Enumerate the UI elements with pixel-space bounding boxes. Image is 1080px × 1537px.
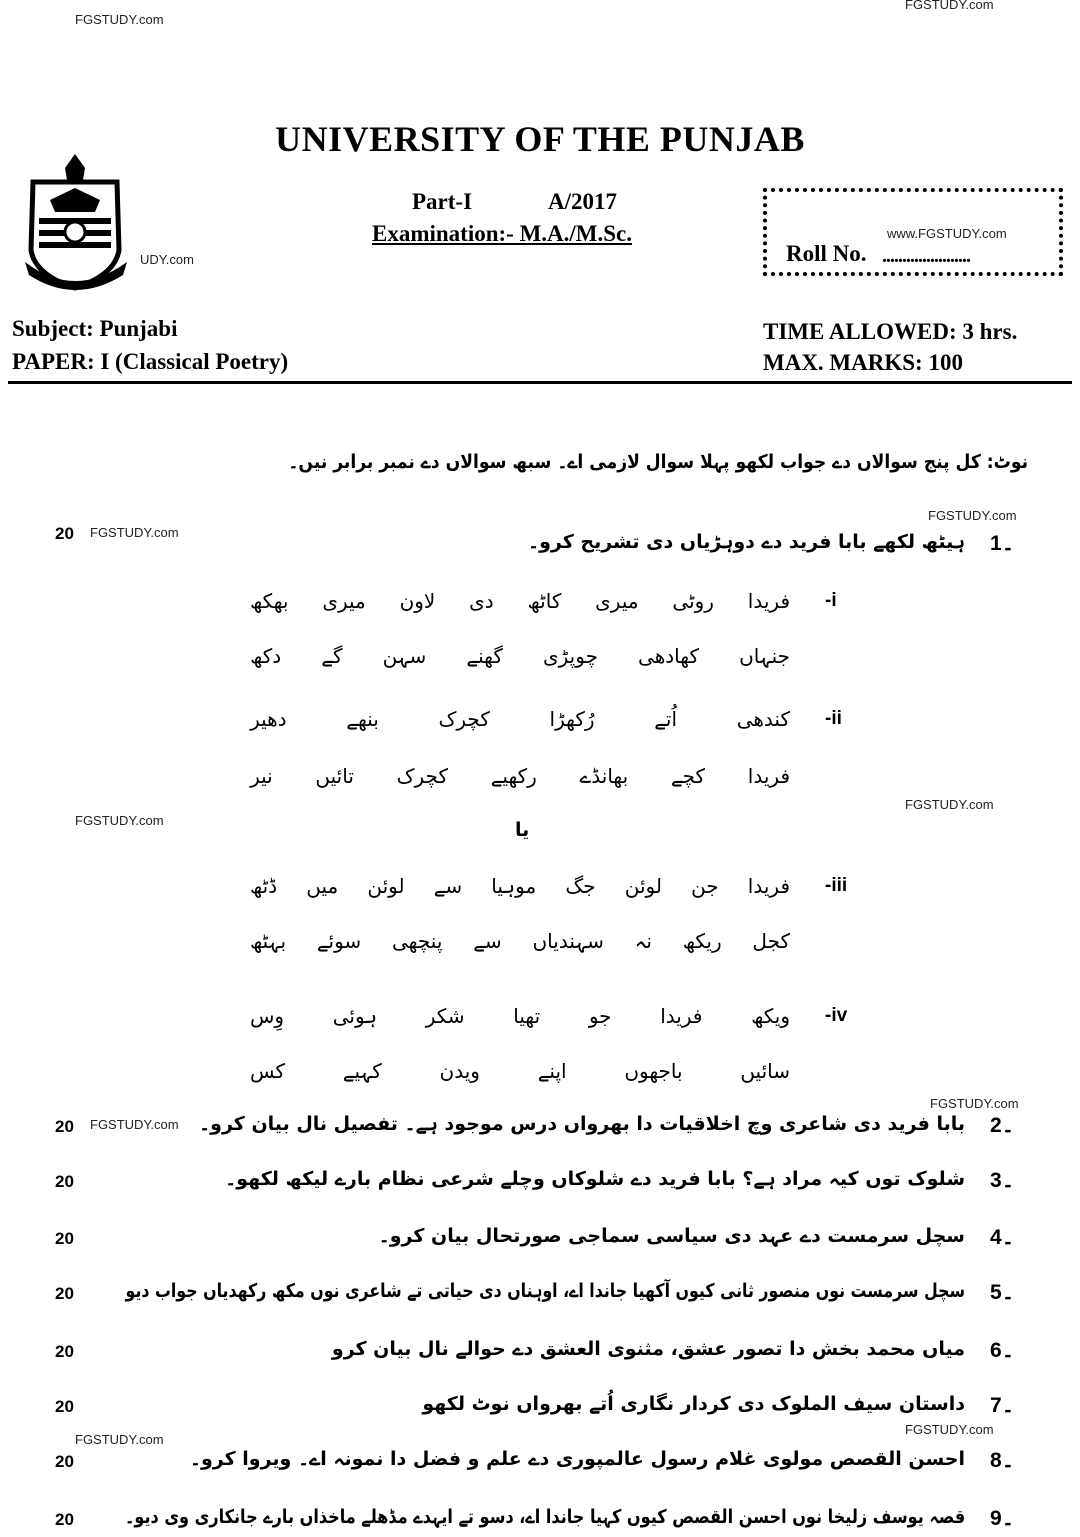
couplet-line: [250, 928, 790, 954]
question-marks: 20: [55, 524, 74, 543]
verse-word: نیر: [250, 764, 273, 788]
question-text: احسن القصص مولوی غلام رسول عالمپوری دے علم و فضل دا نمونہ اے۔ ویروا کرو۔: [189, 1448, 965, 1470]
or-label: یا: [515, 819, 530, 841]
question-number: 9۔: [990, 1507, 1014, 1530]
watermark: FGSTUDY.com: [905, 0, 994, 12]
question-marks: 20: [55, 1117, 74, 1136]
verse-word: بھکھ: [250, 589, 289, 613]
couplet-line: [250, 588, 790, 614]
question-number: 5۔: [990, 1281, 1014, 1304]
question-number: 4۔: [990, 1226, 1014, 1249]
watermark: FGSTUDY.com: [90, 525, 179, 540]
verse-word: گے: [321, 644, 343, 668]
verse-word: لوئن: [367, 874, 405, 898]
couplet-label: -iii: [825, 875, 848, 896]
question-text: قصہ یوسف زلیخا نوں احسن القصص کیوں کہیا جاندا اے، دسو تے ایہدے مڈھلے ماخذاں بارے جانکاری وی دیو۔: [124, 1506, 965, 1528]
verse-word: رُکھڑا: [549, 707, 595, 731]
couplet-line: [250, 1003, 790, 1029]
paper-label: PAPER: I (Classical Poetry): [12, 349, 289, 374]
verse-word: سوئے: [316, 929, 362, 953]
verse-word: جو: [588, 1004, 612, 1028]
question-text: میاں محمد بخش دا تصور عشق، مثنوی العشق دے حوالے نال بیان کرو: [331, 1338, 965, 1360]
verse-word: فریدا: [660, 1004, 703, 1028]
verse-word: دھیر: [250, 707, 287, 731]
question-text: ہیٹھ لکھے بابا فرید دے دوہڑیاں دی تشریح کرو۔: [527, 531, 965, 553]
couplet-line: [250, 643, 790, 669]
question-marks: 20: [55, 1397, 74, 1416]
watermark: FGSTUDY.com: [75, 1432, 164, 1447]
question-number: 7۔: [990, 1394, 1014, 1417]
verse-word: ویدن: [439, 1059, 480, 1083]
question-text: داستان سیف الملوک دی کردار نگاری اُتے بھرواں نوٹ لکھو: [422, 1393, 965, 1415]
watermark: FGSTUDY.com: [928, 508, 1017, 523]
couplet-line: [250, 873, 790, 899]
verse-word: ڈٹھ: [250, 874, 278, 898]
question-marks: 20: [55, 1284, 74, 1303]
verse-word: چوپڑی: [542, 644, 598, 668]
roll-number-label: Roll No.: [786, 241, 867, 266]
couplet-line: [250, 1058, 790, 1084]
time-allowed: TIME ALLOWED: 3 hrs.: [763, 319, 1018, 344]
university-title: UNIVERSITY OF THE PUNJAB: [275, 119, 805, 159]
verse-word: میری: [322, 589, 366, 613]
verse-word: دکھ: [250, 644, 282, 668]
watermark: FGSTUDY.com: [930, 1096, 1019, 1111]
verse-word: ہوئی: [332, 1004, 378, 1028]
question-marks: 20: [55, 1342, 74, 1361]
watermark: www.FGSTUDY.com: [887, 226, 1007, 241]
verse-word: گھنے: [466, 644, 503, 668]
examination-label: Examination:- M.A./M.Sc.: [372, 221, 633, 246]
verse-word: لاون: [399, 589, 436, 613]
question-text: بابا فرید دی شاعری وچ اخلاقیات دا بھرواں درس موجود ہے۔ تفصیل نال بیان کرو۔: [199, 1113, 965, 1135]
couplet-line: [250, 763, 790, 789]
verse-word: وِس: [250, 1004, 285, 1028]
verse-word: شکر: [425, 1004, 465, 1028]
verse-word: سہن: [382, 644, 427, 668]
verse-word: ریکھ: [682, 929, 722, 953]
verse-word: موہیا: [491, 874, 537, 898]
couplet-label: -iv: [825, 1005, 848, 1026]
verse-word: بنھے: [346, 707, 379, 731]
verse-word: فریدا: [747, 764, 790, 788]
couplet-label: -ii: [825, 708, 842, 729]
question-number: 6۔: [990, 1339, 1014, 1362]
question-text: سچل سرمست دے عہد دی سیاسی سماجی صورتحال بیان کرو۔: [378, 1225, 965, 1247]
verse-word: تائیں: [315, 764, 354, 788]
verse-word: کجل: [752, 929, 790, 953]
watermark: UDY.com: [140, 252, 194, 267]
verse-word: روٹی: [672, 589, 714, 613]
question-number: 8۔: [990, 1449, 1014, 1472]
verse-word: سہندیاں: [532, 929, 604, 953]
verse-word: کندھی: [736, 707, 790, 731]
verse-word: فریدا: [747, 874, 790, 898]
watermark: FGSTUDY.com: [905, 1422, 994, 1437]
verse-word: میری: [595, 589, 639, 613]
max-marks: MAX. MARKS: 100: [763, 350, 963, 375]
verse-word: کس: [250, 1059, 286, 1083]
couplet-label: -i: [825, 590, 837, 611]
verse-word: کاٹھ: [527, 589, 562, 613]
university-crest-logo: [15, 150, 137, 295]
verse-word: کچرک: [438, 707, 490, 731]
verse-word: دی: [469, 589, 494, 613]
subject-label: Subject: Punjabi: [12, 316, 178, 341]
verse-word: نہ: [634, 929, 652, 953]
question-marks: 20: [55, 1172, 74, 1191]
verse-word: سے: [473, 929, 502, 953]
question-number: 2۔: [990, 1114, 1014, 1137]
instructions-note: نوٹ: کل پنج سوالاں دے جواب لکھو پہلا سوال لازمی اے۔ سبھ سوالاں دے نمبر برابر نیں۔: [288, 451, 1028, 473]
verse-word: باجھوں: [624, 1059, 683, 1083]
verse-word: ویکھ: [751, 1004, 790, 1028]
question-number: 1۔: [990, 532, 1014, 555]
session-label: A/2017: [548, 189, 617, 214]
verse-word: اُتے: [654, 707, 678, 731]
question-marks: 20: [55, 1229, 74, 1248]
verse-word: میں: [306, 874, 339, 898]
watermark: FGSTUDY.com: [75, 813, 164, 828]
question-number: 3۔: [990, 1169, 1014, 1192]
watermark: FGSTUDY.com: [90, 1117, 179, 1132]
question-marks: 20: [55, 1452, 74, 1471]
couplet-line: [250, 706, 790, 732]
roll-number-field[interactable]: ......................: [882, 245, 970, 267]
verse-word: رکھیے: [490, 764, 537, 788]
verse-word: پنچھی: [391, 929, 443, 953]
question-marks: 20: [55, 1510, 74, 1529]
verse-word: فریدا: [747, 589, 790, 613]
watermark: FGSTUDY.com: [75, 12, 164, 27]
question-text: سچل سرمست نوں منصور ثانی کیوں آکھیا جاندا اے، اوہناں دی حیاتی تے شاعری نوں مکھ رکھدیاں جواب دیو: [125, 1280, 965, 1302]
verse-word: سائیں: [740, 1059, 790, 1083]
question-text: شلوک توں کیہ مراد ہے؟ بابا فرید دے شلوکاں وچلے شرعی نظام بارے لیکھ لکھو۔: [225, 1168, 965, 1190]
verse-word: بہٹھ: [250, 929, 287, 953]
verse-word: کچے: [670, 764, 706, 788]
header-divider: [8, 381, 1072, 384]
verse-word: سے: [433, 874, 463, 898]
verse-word: کچرک: [396, 764, 448, 788]
verse-word: بھانڈے: [579, 764, 629, 788]
verse-word: کھادھی: [638, 644, 699, 668]
verse-word: لوئن: [624, 874, 662, 898]
verse-word: اپنے: [537, 1059, 567, 1083]
verse-word: جنہاں: [739, 644, 790, 668]
verse-word: جن: [691, 874, 719, 898]
watermark: FGSTUDY.com: [905, 797, 994, 812]
verse-word: تھیا: [513, 1004, 541, 1028]
part-label: Part-I: [412, 189, 473, 214]
verse-word: جگ: [565, 874, 596, 898]
verse-word: کہیے: [342, 1059, 382, 1083]
